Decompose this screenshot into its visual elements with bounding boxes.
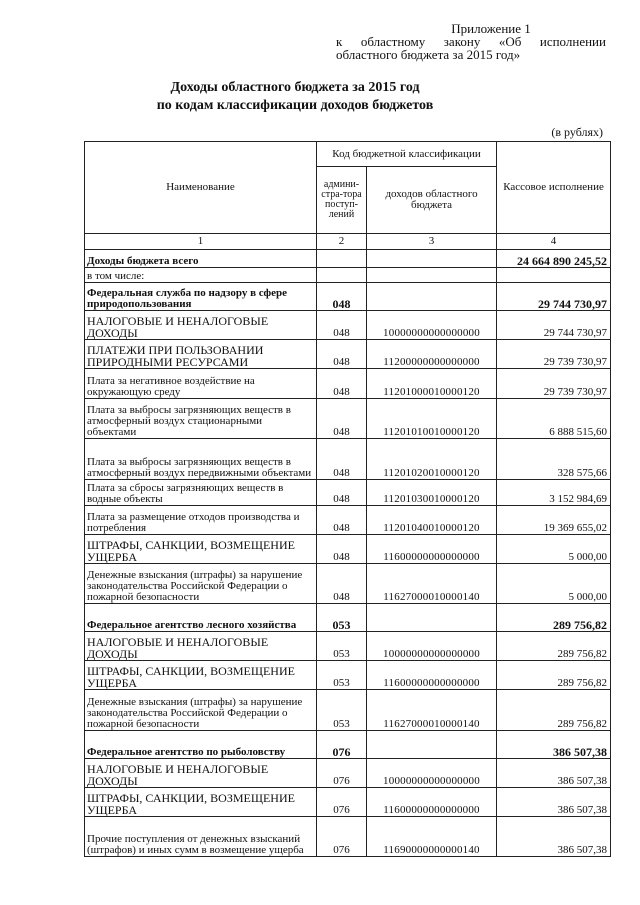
row-amount: 289 756,82 bbox=[497, 661, 611, 690]
row-amount: 386 507,38 bbox=[497, 788, 611, 817]
row-admin-code: 048 bbox=[317, 311, 367, 340]
row-amount: 6 888 515,60 bbox=[497, 399, 611, 439]
row-admin-code bbox=[317, 250, 367, 268]
document-title bbox=[60, 79, 530, 115]
row-amount: 5 000,00 bbox=[497, 535, 611, 564]
row-name: Плата за выбросы загрязняющих веществ в атмосферный воздух передвижными объектами bbox=[85, 439, 317, 480]
row-name: НАЛОГОВЫЕ И НЕНАЛОГОВЫЕ ДОХОДЫ bbox=[85, 759, 317, 788]
row-amount: 29 739 730,97 bbox=[497, 340, 611, 369]
table-row bbox=[85, 399, 611, 439]
row-name: Денежные взыскания (штрафы) за нарушение законодательства Российской Федерации о пожарной безопасности bbox=[85, 690, 317, 731]
row-name: НАЛОГОВЫЕ И НЕНАЛОГОВЫЕ ДОХОДЫ bbox=[85, 632, 317, 661]
row-income-code: 11201020010000120 bbox=[367, 439, 497, 480]
row-admin-code: 076 bbox=[317, 759, 367, 788]
row-amount: 29 739 730,97 bbox=[497, 369, 611, 399]
table-row bbox=[85, 250, 611, 268]
table-row bbox=[85, 731, 611, 759]
header-name: Наименование bbox=[85, 142, 317, 234]
table-row bbox=[85, 817, 611, 857]
row-income-code bbox=[367, 268, 497, 283]
column-number: 3 bbox=[367, 234, 497, 250]
row-amount bbox=[497, 268, 611, 283]
row-name: Плата за сбросы загрязняющих веществ в водные объекты bbox=[85, 480, 317, 506]
table-body bbox=[85, 250, 611, 857]
row-admin-code: 076 bbox=[317, 788, 367, 817]
row-name: Федеральная служба по надзору в сфере природопользования bbox=[85, 283, 317, 311]
row-name: ШТРАФЫ, САНКЦИИ, ВОЗМЕЩЕНИЕ УЩЕРБА bbox=[85, 788, 317, 817]
table-row bbox=[85, 439, 611, 480]
row-income-code: 11627000010000140 bbox=[367, 690, 497, 731]
row-income-code: 11201000010000120 bbox=[367, 369, 497, 399]
row-name: Федеральное агентство лесного хозяйства bbox=[85, 604, 317, 632]
table-row bbox=[85, 759, 611, 788]
row-admin-code bbox=[317, 268, 367, 283]
row-name: ШТРАФЫ, САНКЦИИ, ВОЗМЕЩЕНИЕ УЩЕРБА bbox=[85, 535, 317, 564]
row-name: НАЛОГОВЫЕ И НЕНАЛОГОВЫЕ ДОХОДЫ bbox=[85, 311, 317, 340]
row-amount: 289 756,82 bbox=[497, 604, 611, 632]
appendix-word: закону bbox=[443, 34, 481, 49]
row-admin-code: 076 bbox=[317, 817, 367, 857]
row-income-code: 10000000000000000 bbox=[367, 759, 497, 788]
header-income-code: доходов областного бюджета bbox=[367, 167, 497, 234]
header-execution: Кассовое исполнение bbox=[497, 142, 611, 234]
appendix-word: «Об bbox=[498, 34, 522, 49]
table-row bbox=[85, 788, 611, 817]
row-income-code: 11201040010000120 bbox=[367, 506, 497, 535]
row-name: Плата за негативное воздействие на окружающую среду bbox=[85, 369, 317, 399]
appendix-note bbox=[336, 22, 606, 61]
row-amount: 3 152 984,69 bbox=[497, 480, 611, 506]
row-income-code: 11600000000000000 bbox=[367, 788, 497, 817]
header-code-group: Код бюджетной классификации bbox=[317, 142, 497, 167]
row-name: Денежные взыскания (штрафы) за нарушение законодательства Российской Федерации о пожарной безопасности bbox=[85, 564, 317, 604]
row-admin-code: 048 bbox=[317, 564, 367, 604]
table-row bbox=[85, 604, 611, 632]
column-number: 4 bbox=[497, 234, 611, 250]
units-note: (в рублях) bbox=[551, 125, 603, 139]
appendix-line-3: областного бюджета за 2015 год» bbox=[336, 47, 521, 62]
appendix-word: к bbox=[336, 34, 343, 49]
row-amount: 29 744 730,97 bbox=[497, 283, 611, 311]
table-row bbox=[85, 632, 611, 661]
table-row bbox=[85, 340, 611, 369]
row-admin-code: 053 bbox=[317, 690, 367, 731]
table-row bbox=[85, 690, 611, 731]
row-income-code bbox=[367, 283, 497, 311]
row-amount: 24 664 890 245,52 bbox=[497, 250, 611, 268]
row-income-code: 11201010010000120 bbox=[367, 399, 497, 439]
table-row bbox=[85, 311, 611, 340]
row-income-code: 11201030010000120 bbox=[367, 480, 497, 506]
column-number: 1 bbox=[85, 234, 317, 250]
row-amount: 29 744 730,97 bbox=[497, 311, 611, 340]
row-name: в том числе: bbox=[85, 268, 317, 283]
title-line-2: по кодам классификации доходов бюджетов bbox=[156, 98, 434, 113]
row-admin-code: 076 bbox=[317, 731, 367, 759]
row-admin-code: 048 bbox=[317, 399, 367, 439]
row-admin-code: 048 bbox=[317, 535, 367, 564]
table-row bbox=[85, 564, 611, 604]
row-name: Прочие поступления от денежных взысканий (штрафов) и иных сумм в возмещение ущерба bbox=[85, 817, 317, 857]
row-admin-code: 048 bbox=[317, 283, 367, 311]
row-amount: 386 507,38 bbox=[497, 731, 611, 759]
appendix-word: исполнении bbox=[539, 34, 606, 49]
row-admin-code: 053 bbox=[317, 661, 367, 690]
row-amount: 328 575,66 bbox=[497, 439, 611, 480]
row-income-code: 11200000000000000 bbox=[367, 340, 497, 369]
table-row bbox=[85, 268, 611, 283]
table-row bbox=[85, 661, 611, 690]
table-row bbox=[85, 369, 611, 399]
row-income-code: 10000000000000000 bbox=[367, 311, 497, 340]
row-name: ПЛАТЕЖИ ПРИ ПОЛЬЗОВАНИИ ПРИРОДНЫМИ РЕСУРСАМИ bbox=[85, 340, 317, 369]
row-income-code: 11600000000000000 bbox=[367, 535, 497, 564]
row-income-code bbox=[367, 604, 497, 632]
row-name: Плата за выбросы загрязняющих веществ в атмосферный воздух стационарными объектами bbox=[85, 399, 317, 439]
row-name: Плата за размещение отходов производства и потребления bbox=[85, 506, 317, 535]
income-table bbox=[84, 141, 611, 857]
row-income-code: 11600000000000000 bbox=[367, 661, 497, 690]
row-amount: 289 756,82 bbox=[497, 690, 611, 731]
title-line-1: Доходы областного бюджета за 2015 год bbox=[170, 80, 420, 95]
row-admin-code: 053 bbox=[317, 632, 367, 661]
table-row bbox=[85, 480, 611, 506]
row-name: Федеральное агентство по рыболовству bbox=[85, 731, 317, 759]
table-row bbox=[85, 535, 611, 564]
row-income-code bbox=[367, 250, 497, 268]
row-income-code: 11627000010000140 bbox=[367, 564, 497, 604]
row-amount: 5 000,00 bbox=[497, 564, 611, 604]
row-admin-code: 048 bbox=[317, 480, 367, 506]
row-admin-code: 048 bbox=[317, 506, 367, 535]
column-number: 2 bbox=[317, 234, 367, 250]
row-name: ШТРАФЫ, САНКЦИИ, ВОЗМЕЩЕНИЕ УЩЕРБА bbox=[85, 661, 317, 690]
row-admin-code: 048 bbox=[317, 340, 367, 369]
row-admin-code: 048 bbox=[317, 369, 367, 399]
header-admin: админи-стра-тора поступ-лений bbox=[317, 167, 367, 234]
row-income-code: 10000000000000000 bbox=[367, 632, 497, 661]
row-admin-code: 053 bbox=[317, 604, 367, 632]
row-amount: 386 507,38 bbox=[497, 817, 611, 857]
table-row bbox=[85, 283, 611, 311]
appendix-line-1: Приложение 1 bbox=[451, 21, 531, 36]
row-income-code bbox=[367, 731, 497, 759]
table-row bbox=[85, 506, 611, 535]
appendix-word: областному bbox=[360, 34, 426, 49]
row-admin-code: 048 bbox=[317, 439, 367, 480]
row-amount: 19 369 655,02 bbox=[497, 506, 611, 535]
row-name: Доходы бюджета всего bbox=[85, 250, 317, 268]
row-amount: 386 507,38 bbox=[497, 759, 611, 788]
row-income-code: 11690000000000140 bbox=[367, 817, 497, 857]
row-amount: 289 756,82 bbox=[497, 632, 611, 661]
